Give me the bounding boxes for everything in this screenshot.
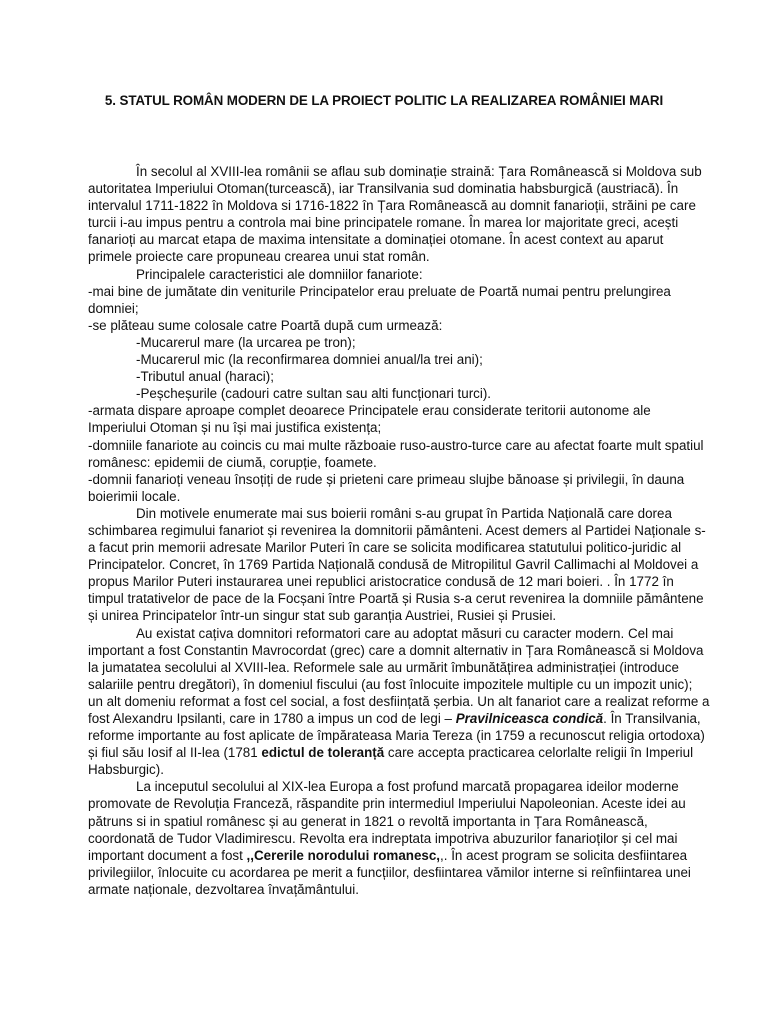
- list-item: -se plăteau sume colosale catre Poartă după cum urmează:: [88, 317, 443, 333]
- sub-list-item: -Mucarerul mare (la urcarea pe tron);: [136, 334, 356, 350]
- list-item: -armata dispare aproape complet deoarece Principatele erau considerate teritorii autonome ale Imperiului Otoman și nu își mai justifica existența;: [88, 403, 651, 436]
- sub-list-item: -Peșcheșurile (cadouri catre sultan sau alti funcționari turci).: [136, 386, 492, 402]
- text-run: Au existat cațiva domnitori reformatori care au adoptat măsuri cu caracter modern. Cel mai important a fost Constantin Mavrocordat (grec) care a domnit alternativ in Țara Românească si Moldova la jumatatea secolului al XVIII-lea. Reformele sale au urmărit îmbunătățirea administrației (introduce salariile pentru dregători), în domeniul fiscului (au fost înlocuite impozitele multiple cu un impozit unic); un alt domeniu reformat a fost cel social, a fost desființată șerbia. Un alt fanariot care a realizat reforme a fost Alexandru Ipsilanti, care in 1780 a impus un cod de legi –: [88, 625, 710, 726]
- paragraph-intro: În secolul al XVIII-lea românii se aflau sub dominație straină: Țara Românească si Moldova sub autoritatea Imperiului Otoman(turcească), iar Transilvania sud dominatia habsburgică (austriacă). În intervalul 1711-1822 în Moldova si 1716-1822 în Țara Românească au domnit fanarioții, străini pe care turcii i-au impus pentru a controla mai bine principatele romane. În marea lor majoritate greci, acești fanarioți au marcat etapa de maxima intensitate a dominației otomane. În acest context au aparut primele proiecte care propuneau crearea unui stat român.: [88, 164, 702, 265]
- bold-text: ,,Cererile norodului romanesc,: [246, 847, 441, 863]
- list-item: -domniile fanariote au coincis cu mai multe războaie ruso-austro-turce care au afectat foarte mult spatiul românesc: epidemii de ciumă, corupție, foamete.: [88, 437, 704, 470]
- document-title: 5. STATUL ROMÂN MODERN DE LA PROIECT POLITIC LA REALIZAREA ROMÂNIEI MARI: [104, 93, 664, 108]
- bold-text: edictul de toleranță: [261, 745, 385, 761]
- emphasis-text: Pravilniceasca condică: [455, 711, 604, 726]
- list-item: -domnii fanarioți veneau însoțiți de rude și prieteni care primeau slujbe bănoase și privilegii, în dauna boierimii locale.: [88, 471, 685, 504]
- sub-list-item: -Tributul anual (haraci);: [136, 369, 274, 385]
- text-run: . În Transilvania, reforme importante au fost aplicate de împărateasa Maria Tereza (in 1759 a recunoscut religia ortodoxa) și fiul său Iosif al II-lea (1781: [88, 711, 705, 761]
- paragraph-partida-nationala: Din motivele enumerate mai sus boierii români s-au grupat în Partida Națională care dorea schimbarea regimului fanariot și revenirea la domnitorii pământeni. Acest demers al Partidei Naționale s-a facut prin memorii adresate Marilor Puteri în care se solicita modificarea statutului politico-juridic al Principatelor. Concret, în 1769 Partida Națională condusă de Mitropilitul Gavril Callimachi al Moldovei a propus Marilor Puteri instaurarea unei republici aristocratice condusă de 12 mari boieri. . În 1772 în timpul tratativelor de pace de la Focșani între Poartă și Rusia s-a cerut revenirea la domniile pământene și unirea Principatelor într-un singur stat sub garanția Austriei, Rusiei și Prusiei.: [88, 505, 706, 624]
- paragraph-1821-revolt: [88, 778, 710, 898]
- list-item: -mai bine de jumătate din veniturile Principatelor erau preluate de Poartă numai pentru prelungirea domniei;: [88, 283, 671, 316]
- text-run: care accepta practicarea celorlalte religii în Imperiul Habsburgic).: [88, 745, 694, 778]
- paragraph-characteristics-heading: Principalele caracteristici ale domniilor fanariote:: [136, 266, 423, 282]
- paragraph-reformers: [88, 625, 710, 779]
- text-run: ,. În acest program se solicita desfiintarea privilegiilor, înlocuite cu acordarea pe merit a funcțiilor, desfiintarea vămilor interne si reînfiintarea unei armate naționale, dezvoltarea învațământului.: [88, 847, 691, 897]
- sub-list-item: -Mucarerul mic (la reconfirmarea domniei anual/la trei ani);: [136, 352, 483, 368]
- document-body: [88, 163, 710, 898]
- text-run: La inceputul secolului al XIX-lea Europa a fost profund marcată propagarea ideilor moderne promovate de Revoluția Franceză, răspandite prin intermediul Imperiului Napoleonian. Aceste idei au pătruns si in spatiul românesc și au generat in 1821 o revoltă importanta in Țara Românească, coordonată de Tudor Vladimirescu. Revolta era indreptata impotriva abuzurilor fanarioților și cel mai important document a fost: [88, 779, 686, 863]
